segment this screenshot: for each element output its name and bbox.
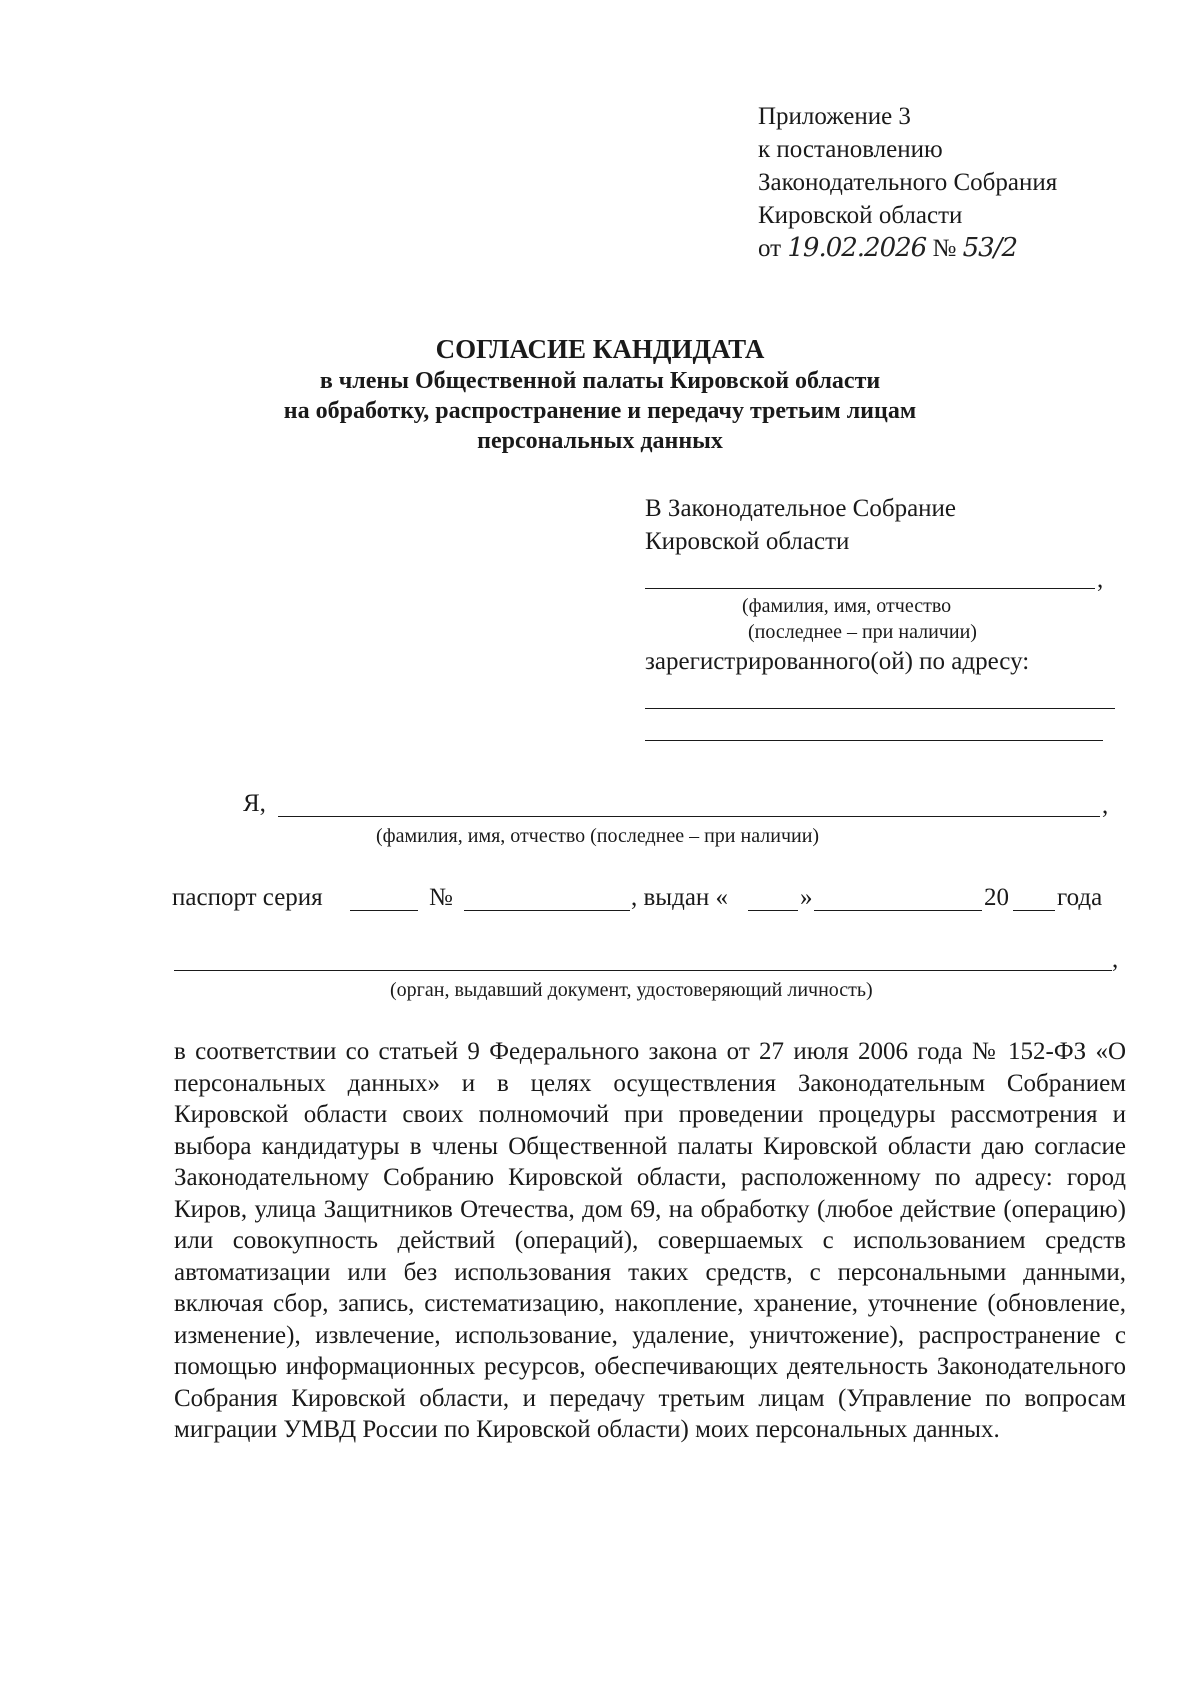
name-comma: , — [1097, 566, 1104, 593]
full-name-field[interactable] — [278, 816, 1100, 817]
year-prefix: 20 — [984, 884, 1009, 911]
passport-number-sign: № — [429, 884, 453, 911]
issue-year-field[interactable] — [1013, 910, 1055, 911]
address-field-1[interactable] — [645, 708, 1115, 709]
address-field-2[interactable] — [645, 740, 1103, 741]
title-main: СОГЛАСИЕ КАНДИДАТА — [435, 334, 765, 364]
title-line-4: персональных данных — [477, 428, 723, 454]
issuer-comma: , — [1112, 946, 1119, 973]
appendix-date-line — [758, 232, 1057, 265]
year-label: года — [1057, 884, 1103, 911]
document-title — [150, 332, 1050, 456]
quote-close: » — [800, 884, 813, 911]
i-label: Я, — [243, 790, 266, 817]
full-name-hint: (фамилия, имя, отчество (последнее – при наличии) — [376, 825, 820, 847]
addressee-line-1: В Законодательное Собрание — [645, 495, 957, 522]
registered-label: зарегистрированного(ой) по адресу: — [645, 648, 1030, 675]
addressee-block — [645, 492, 956, 558]
passport-label: паспорт серия — [172, 884, 323, 911]
issue-month-field[interactable] — [814, 910, 982, 911]
appendix-header — [758, 100, 1057, 265]
number-prefix: № — [932, 235, 957, 262]
issue-day-field[interactable] — [748, 910, 798, 911]
appendix-line-3: Законодательного Собрания — [758, 169, 1058, 196]
title-line-3: на обработку, распространение и передачу третьим лицам — [283, 398, 917, 424]
issuer-field[interactable] — [174, 970, 1112, 971]
handwritten-date: 19.02.2026 — [787, 233, 927, 263]
date-prefix: от — [758, 235, 782, 262]
addressee-line-2: Кировской области — [645, 528, 850, 555]
issuer-hint: (орган, выдавший документ, удостоверяющий личность) — [390, 979, 873, 1001]
name-hint-2: (последнее – при наличии) — [748, 621, 977, 643]
appendix-line-4: Кировской области — [758, 202, 963, 229]
appendix-line-2: к постановлению — [758, 136, 943, 163]
name-hint-1: (фамилия, имя, отчество — [742, 595, 952, 617]
applicant-name-field[interactable] — [645, 588, 1095, 589]
issued-label: , выдан « — [631, 884, 729, 911]
full-name-comma: , — [1102, 792, 1109, 819]
passport-series-field[interactable] — [350, 910, 418, 911]
appendix-line-1: Приложение 3 — [758, 103, 911, 130]
consent-paragraph: в соответствии со статьей 9 Федерального закона от 27 июля 2006 года № 152-ФЗ «О персональных данных» и в целях осуществления Законодательным Собранием Кировской области своих полномочий при проведении процедуры рассмотрения и выбора кандидатуры в члены Общественной палаты Кировской области даю согласие Законодательному Собранию Кировской области, расположенному по адресу: город Киров, улица Защитников Отечества, дом 69, на обработку (любое действие (операцию) или совокупность действий (операций), совершаемых с использованием средств автоматизации или без использования таких средств, с персональными данными, включая сбор, запись, систематизацию, накопление, хранение, уточнение (обновление, изменение), извлечение, использование, удаление, уничтожение), распространение с помощью информационных ресурсов, обеспечивающих деятельность Законодательного Собрания Кировской области, и передачу третьим лицам (Управление по вопросам миграции УМВД России по Кировской области) моих персональных данных. — [174, 1038, 1126, 1443]
title-line-2: в члены Общественной палаты Кировской области — [319, 368, 881, 394]
passport-number-field[interactable] — [464, 910, 630, 911]
handwritten-number: 53/2 — [962, 233, 1017, 263]
